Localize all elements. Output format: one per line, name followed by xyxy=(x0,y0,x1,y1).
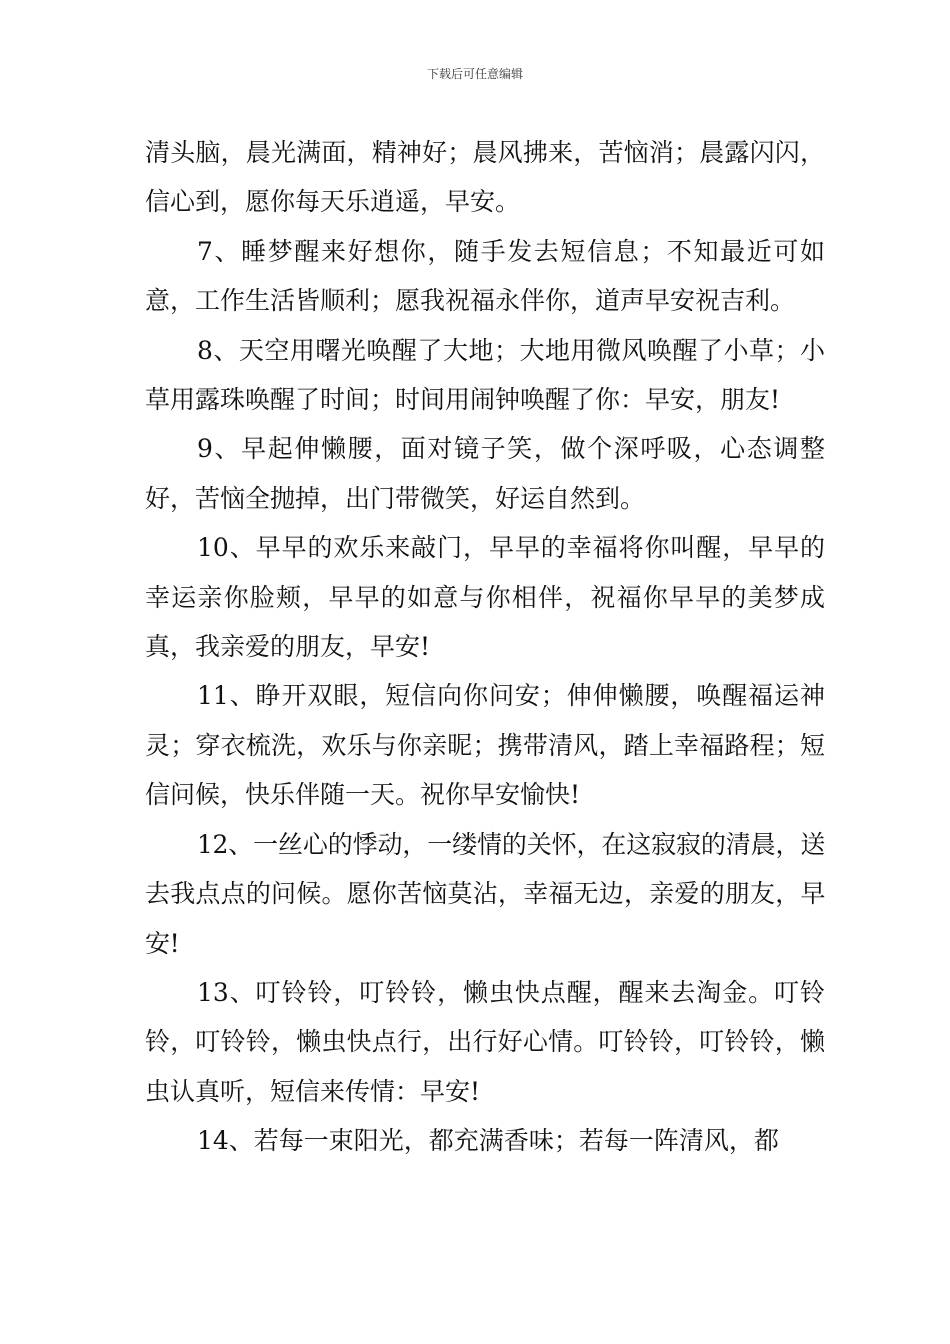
paragraph-11: 11、睁开双眼，短信向你问安；伸伸懒腰，唤醒福运神灵；穿衣梳洗，欢乐与你亲昵；携带清风，踏上幸福路程；短信问候，快乐伴随一天。祝你早安愉快! xyxy=(145,681,825,810)
paragraph-9: 9、早起伸懒腰，面对镜子笑，做个深呼吸，心态调整好，苦恼全抛掉，出门带微笑，好运自然到。 xyxy=(145,434,825,513)
page-header-note: 下载后可任意编辑 xyxy=(426,67,523,81)
document-body xyxy=(145,128,825,1166)
paragraph-13: 13、叮铃铃，叮铃铃，懒虫快点醒，醒来去淘金。叮铃铃，叮铃铃，懒虫快点行，出行好心情。叮铃铃，叮铃铃，懒虫认真听，短信来传情：早安! xyxy=(145,977,825,1106)
paragraph-7: 7、睡梦醒来好想你，随手发去短信息；不知最近可如意，工作生活皆顺利；愿我祝福永伴你，道声早安祝吉利。 xyxy=(145,236,825,316)
paragraph-8: 8、天空用曙光唤醒了大地；大地用微风唤醒了小草；小草用露珠唤醒了时间；时间用闹钟唤醒了你：早安，朋友! xyxy=(145,335,825,415)
paragraph-continuation: 清头脑，晨光满面，精神好；晨风拂来，苦恼消；晨露闪闪，信心到，愿你每天乐逍遥，早安。 xyxy=(145,138,825,217)
paragraph-12: 12、一丝心的悸动，一缕情的关怀，在这寂寂的清晨，送去我点点的问候。愿你苦恼莫沾，幸福无边，亲爱的朋友，早安! xyxy=(145,829,825,958)
paragraph-10: 10、早早的欢乐来敲门，早早的幸福将你叫醒，早早的幸运亲你脸颊，早早的如意与你相伴，祝福你早早的美梦成真，我亲爱的朋友，早安! xyxy=(145,533,825,662)
paragraph-14: 14、若每一束阳光，都充满香味；若每一阵清风，都 xyxy=(197,1126,779,1156)
